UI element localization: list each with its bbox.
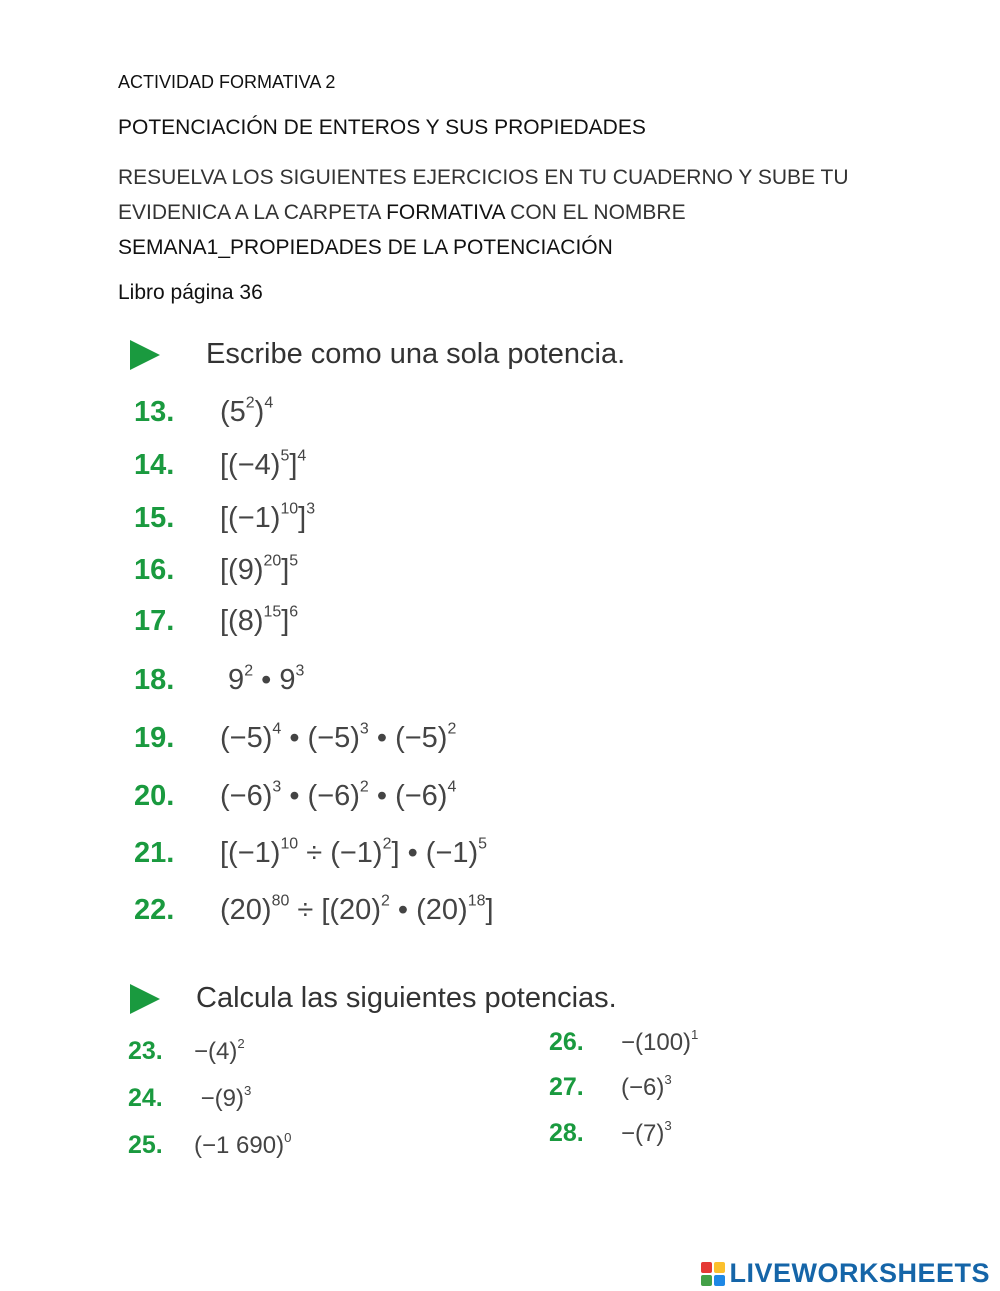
exercise-number: 15. bbox=[134, 502, 175, 534]
exercise-15 bbox=[134, 502, 315, 535]
topic-title: POTENCIACIÓN DE ENTEROS Y SUS PROPIEDADES bbox=[118, 116, 646, 139]
instructions bbox=[118, 160, 878, 265]
logo-text: LIVEWORKSHEETS bbox=[729, 1258, 990, 1288]
instruction-folder: FORMATIVA bbox=[386, 201, 505, 224]
instruction-text-1: RESUELVA LOS SIGUIENTES EJERCICIOS EN TU CUADERNO Y SUBE TU EVIDENICA A LA CARPETA bbox=[118, 166, 849, 224]
exercise-expression: $-(7)^3$ bbox=[621, 1117, 672, 1147]
exercise-number: 25. bbox=[128, 1131, 163, 1159]
instruction-text-2: CON EL NOMBRE bbox=[510, 201, 686, 224]
exercise-expression: $-(100)^1$ bbox=[621, 1026, 699, 1056]
exercise-number: 24. bbox=[128, 1084, 163, 1112]
exercise-expression: $(-5)^4$ • $(-5)^3$ • $(-5)^2$ bbox=[220, 720, 457, 754]
exercise-14 bbox=[134, 449, 306, 482]
exercise-number: 14. bbox=[134, 449, 175, 481]
exercise-17 bbox=[134, 605, 298, 638]
exercise-20 bbox=[134, 780, 456, 813]
section2-title: Calcula las siguientes potencias. bbox=[196, 982, 617, 1014]
exercise-number: 26. bbox=[549, 1028, 584, 1056]
exercise-number: 18. bbox=[134, 664, 175, 696]
section1-title: Escribe como una sola potencia. bbox=[206, 338, 626, 370]
exercise-27 bbox=[549, 1073, 672, 1102]
exercise-expression: $(-6)^3$ bbox=[621, 1071, 672, 1101]
liveworksheets-mark-icon bbox=[701, 1262, 725, 1286]
exercise-number: 22. bbox=[134, 894, 175, 926]
exercise-26 bbox=[549, 1028, 698, 1057]
exercise-expression: $(20)^{80} \div [(20)^2$ • $(20)^{18}$] bbox=[220, 892, 494, 926]
exercise-expression: $-(4)^2$ bbox=[194, 1035, 245, 1065]
exercise-expression: $[(8)^{15}]^6$ bbox=[220, 603, 299, 637]
exercise-expression: $[(-4)^5]^4$ bbox=[220, 447, 307, 481]
exercise-number: 17. bbox=[134, 605, 175, 637]
exercise-expression: $(5^2)^4$ bbox=[220, 394, 274, 428]
liveworksheets-logo bbox=[701, 1258, 990, 1289]
exercise-25 bbox=[128, 1131, 291, 1160]
exercise-28 bbox=[549, 1119, 672, 1148]
exercise-expression: (−1 690)$^0$ bbox=[194, 1129, 292, 1159]
exercise-number: 20. bbox=[134, 780, 175, 812]
exercise-expression: $-(9)^3$ bbox=[194, 1082, 252, 1112]
exercise-13 bbox=[134, 396, 273, 429]
exercise-18 bbox=[134, 664, 304, 697]
exercise-16 bbox=[134, 554, 298, 587]
exercise-number: 21. bbox=[134, 837, 175, 869]
play-triangle-icon bbox=[130, 984, 160, 1014]
exercise-expression: $(-6)^3$ • $(-6)^2$ • $(-6)^4$ bbox=[220, 778, 457, 812]
exercise-number: 27. bbox=[549, 1073, 584, 1101]
play-triangle-icon bbox=[130, 340, 160, 370]
section1-heading bbox=[130, 338, 625, 371]
exercise-expression: $9^2$ • $9^3$ bbox=[220, 662, 305, 696]
exercise-23 bbox=[128, 1037, 245, 1066]
exercise-22 bbox=[134, 894, 494, 927]
exercise-number: 19. bbox=[134, 722, 175, 754]
exercise-expression: $[(-1)^{10}]^3$ bbox=[220, 500, 316, 534]
exercise-number: 16. bbox=[134, 554, 175, 586]
exercise-number: 28. bbox=[549, 1119, 584, 1147]
exercise-24 bbox=[128, 1084, 251, 1113]
exercise-19 bbox=[134, 722, 456, 755]
exercise-number: 13. bbox=[134, 396, 175, 428]
instruction-file-name: SEMANA1_PROPIEDADES DE LA POTENCIACIÓN bbox=[118, 236, 613, 259]
activity-title: ACTIVIDAD FORMATIVA 2 bbox=[118, 72, 336, 92]
exercise-21 bbox=[134, 837, 487, 870]
exercise-number: 23. bbox=[128, 1037, 163, 1065]
section2-heading bbox=[130, 982, 617, 1015]
exercise-expression: $[(9)^{20}]^5$ bbox=[220, 552, 299, 586]
book-reference: Libro página 36 bbox=[118, 281, 263, 304]
exercise-expression: $[(-1)^{10} \div (-1)^2]$ • $(-1)^5$ bbox=[220, 835, 488, 869]
